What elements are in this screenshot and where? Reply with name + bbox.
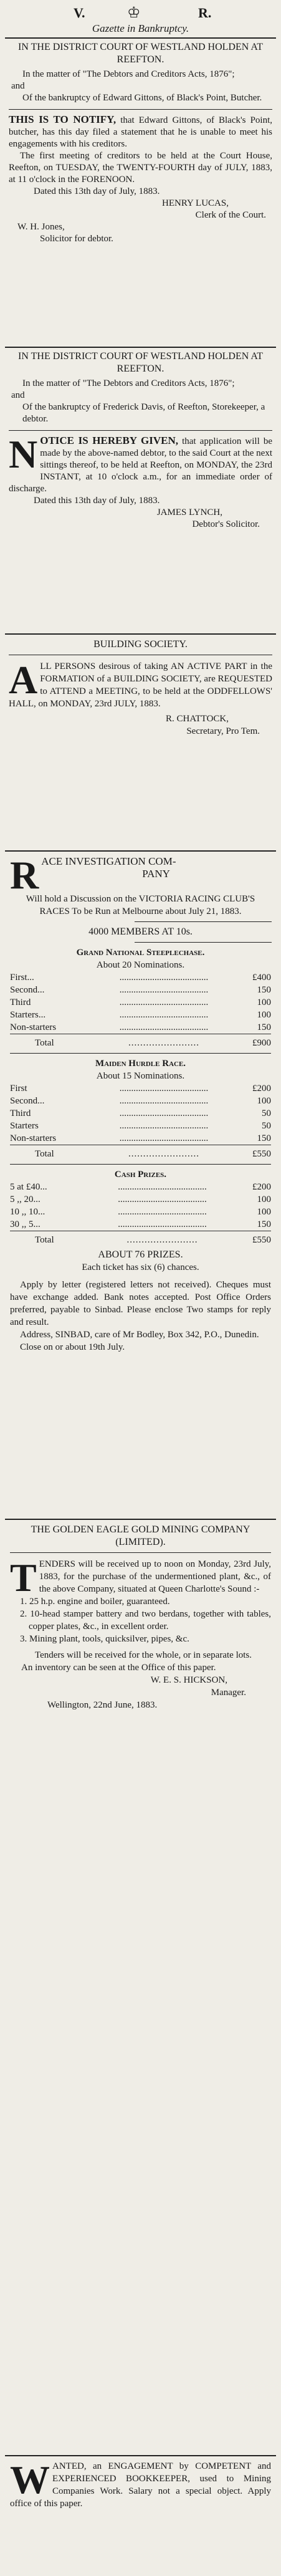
hurdle-row (10, 1120, 271, 1132)
notice-dated: Dated this 13th day of July, 1883. (34, 496, 160, 506)
notice-body-text: that application will be made by the above-named debtor, to the said Court at the next sittings thereof, to be held at Reefton, on MONDAY, the 23rd INSTANT, at 10 o'clock a.m., for an immediate order of discharge. (9, 436, 272, 494)
gazette-header (0, 4, 281, 35)
bankrupt-line: Of the bankruptcy of Frederick Davis, of Reefton, Storekeeper, a debtor. (22, 402, 265, 424)
row-label: Non-starters (10, 1022, 57, 1032)
steeple-table (10, 971, 271, 1049)
drop-cap: W (10, 2458, 50, 2502)
notice-meeting: The first meeting of creditors to be held at the Court House, Reefton, on TUESDAY, the TWENTY-FOURTH day of JULY, 1883, at 11 o'clock in the FORENOON. (9, 151, 272, 185)
divider (10, 1053, 271, 1054)
matter-and: and (11, 81, 25, 91)
row-dots: ...................................... (119, 1084, 209, 1093)
cash-total-row (10, 1234, 271, 1246)
divider (5, 633, 276, 635)
hurdle-title: Maiden Hurdle Race. (95, 1059, 186, 1069)
cash-title: Cash Prizes. (114, 1170, 167, 1180)
court-heading: IN THE DISTRICT COURT OF WESTLAND HOLDEN AT REEFTON. (18, 42, 263, 65)
row-label: Second... (10, 1096, 45, 1106)
divider (5, 850, 276, 852)
steeple-row (10, 996, 271, 1009)
wanted-body (10, 2460, 271, 2510)
race-investigation-ad (0, 855, 281, 1353)
notice-signer-title: Debtor's Solicitor. (192, 519, 260, 529)
bankruptcy-notice-gittons (0, 41, 281, 245)
plant-item: 3. Mining plant, tools, quicksilver, pipes, &c. (20, 1634, 189, 1644)
tender-body (10, 1555, 272, 1600)
bankruptcy-notice-davis (0, 350, 281, 531)
steeple-row (10, 984, 271, 996)
cash-row (10, 1206, 271, 1218)
header-left-letter: V. (74, 5, 85, 21)
divider (135, 942, 272, 943)
steeple-sub: About 20 Nominations. (96, 960, 185, 970)
divider (9, 430, 272, 431)
row-dots: ...................................... (119, 1121, 209, 1131)
notice-body-lead: OTICE IS HEREBY GIVEN, (40, 435, 178, 446)
hurdle-row (10, 1107, 271, 1120)
row-dots: ...................................... (118, 1207, 207, 1217)
notice-dated: Dated this 13th day of July, 1883. (34, 186, 160, 196)
row-dots: ...................................... (118, 1194, 207, 1204)
ad-body-text: AN ACTIVE PART in the FORMATION of a BUILDING SOCIETY, are REQUESTED to ATTEND a MEETING, to be held at the ODDFELLOWS' HALL, on MONDAY, 23rd JULY, 1883. (9, 661, 272, 709)
ad-body (9, 660, 272, 710)
page-title: Gazette in Bankruptcy. (92, 22, 189, 34)
row-label: 5 at £40... (10, 1182, 47, 1192)
notice-body (9, 432, 272, 495)
total-amount: £900 (252, 1038, 271, 1048)
drop-cap: N (9, 432, 38, 476)
manager-name: W. E. S. HICKSON, (150, 1675, 227, 1685)
hurdle-total-row (10, 1148, 271, 1160)
company-title: THE GOLDEN EAGLE GOLD MINING COMPANY (LIMITED). (31, 1524, 250, 1547)
total-dots: ........................ (128, 1038, 199, 1048)
prizes-line: ABOUT 76 PRIZES. (98, 1249, 183, 1260)
row-dots: ...................................... (119, 1022, 209, 1032)
row-dots: ...................................... (119, 973, 209, 983)
court-heading: IN THE DISTRICT COURT OF WESTLAND HOLDEN AT REEFTON. (18, 351, 263, 374)
cash-row (10, 1193, 271, 1206)
building-society-ad (0, 638, 281, 738)
row-amount: 100 (257, 1096, 271, 1106)
ad-body-lead: LL PERSONS desirous of taking (40, 661, 168, 671)
row-dots: ...................................... (119, 1010, 209, 1020)
total-label: Total (35, 1038, 54, 1048)
row-amount: 150 (257, 1133, 271, 1143)
drop-cap: T (10, 1555, 37, 1600)
divider (5, 1519, 276, 1520)
row-amount: 100 (257, 997, 271, 1007)
divider (9, 109, 272, 110)
plant-item: 1. 25 h.p. engine and boiler, guaranteed. (20, 1597, 170, 1607)
plant-item: 2. 10-head stamper battery and two berdans, together with tables, copper plates, &c., in excellent order. (20, 1609, 271, 1632)
row-dots: ...................................... (119, 1133, 209, 1143)
header-right-letter: R. (198, 5, 212, 21)
hurdle-sub: About 15 Nominations. (96, 1071, 185, 1081)
drop-cap: A (9, 658, 38, 702)
ad-signer: R. CHATTOCK, (166, 714, 229, 724)
tenders-note: Tenders will be received for the whole, or in separate lots. (35, 1650, 252, 1660)
cash-table (10, 1181, 271, 1246)
ad-title: BUILDING SOCIETY. (93, 639, 188, 650)
total-label: Total (35, 1149, 54, 1159)
total-amount: £550 (252, 1149, 271, 1159)
divider (5, 2455, 276, 2456)
total-amount: £550 (252, 1235, 271, 1245)
ad-signer-title: Secretary, Pro Tem. (186, 726, 260, 736)
row-amount: 150 (257, 1022, 271, 1032)
matter-and: and (11, 390, 25, 400)
hurdle-table (10, 1082, 271, 1160)
row-label: Second... (10, 985, 45, 995)
notice-signer: HENRY LUCAS, (162, 198, 229, 208)
matter-line: In the matter of "The Debtors and Creditors Acts, 1876"; (22, 378, 235, 388)
row-dots: ...................................... (119, 1096, 209, 1106)
row-amount: 100 (257, 1010, 271, 1020)
row-amount: 50 (262, 1121, 271, 1131)
divider (5, 347, 276, 348)
royal-crest-icon: ♔ (127, 4, 141, 21)
steeple-row (10, 1009, 271, 1021)
row-amount: £400 (252, 973, 271, 983)
notice-body-lead: THIS IS TO NOTIFY, (9, 113, 117, 125)
divider (5, 37, 276, 39)
plant-list (10, 1595, 271, 1645)
apply-text: Apply by letter (registered letters not received). Cheques must have exchange added. Bank notes accepted. Post Office Orders preferred, payable to Sinbad. Please enclose Two stamps for reply and result. (10, 1280, 271, 1327)
chances-line: Each ticket has six (6) chances. (82, 1262, 199, 1272)
address-text: Address, SINBAD, care of Mr Bodley, Box 342, P.O., Dunedin. (20, 1330, 259, 1340)
race-intro: Will hold a Discussion on the VICTORIA RACING CLUB'S RACES To be Run at Melbourne about July 21, 1883. (26, 894, 255, 916)
divider (10, 1552, 271, 1553)
row-dots: ...................................... (118, 1182, 207, 1192)
wanted-ad (0, 2460, 281, 2510)
notice-body-text: that Edward Gittons, of Black's Point, butcher, has this day filed a statement that he is unable to meet his engagements with his creditors. (9, 115, 273, 149)
tender-dated: Wellington, 22nd June, 1883. (47, 1700, 158, 1710)
manager-title: Manager. (211, 1688, 246, 1698)
notice-signer-title: Clerk of the Court. (195, 210, 266, 220)
golden-eagle-tender-ad (0, 1524, 281, 1711)
row-amount: 150 (257, 1219, 271, 1229)
members-line: 4000 MEMBERS AT 10s. (88, 926, 193, 937)
row-amount: £200 (252, 1084, 271, 1093)
row-dots: ...................................... (119, 1108, 209, 1118)
row-amount: £200 (252, 1182, 271, 1192)
drop-cap: R (10, 853, 39, 897)
row-amount: 50 (262, 1108, 271, 1118)
row-label: Starters (10, 1121, 39, 1131)
steeple-total-row (10, 1037, 271, 1049)
row-label: 5 ,, 20... (10, 1194, 40, 1204)
row-label: Non-starters (10, 1133, 57, 1143)
row-label: 10 ,, 10... (10, 1207, 45, 1217)
solicitor-title: Solicitor for debtor. (40, 234, 113, 244)
row-label: Third (10, 997, 31, 1007)
steeple-row (10, 1021, 271, 1034)
hurdle-row (10, 1082, 271, 1095)
row-dots: ...................................... (119, 997, 209, 1007)
total-dots: ........................ (128, 1149, 199, 1159)
total-dots: ........................ (126, 1235, 198, 1245)
inventory-note: An inventory can be seen at the Office of this paper. (21, 1663, 216, 1673)
close-text: Close on or about 19th July. (20, 1342, 125, 1352)
cash-row (10, 1181, 271, 1193)
race-title-line1: ACE INVESTIGATION COM- (41, 855, 176, 867)
notice-signer: JAMES LYNCH, (156, 507, 222, 517)
tender-body-lead: ENDERS will be received up to (39, 1559, 161, 1569)
total-label: Total (35, 1235, 54, 1245)
row-label: First (10, 1084, 27, 1093)
notice-body (9, 113, 272, 150)
wanted-body-lead: ANTED, an ENGAGEMENT by (52, 2461, 189, 2471)
divider (10, 1164, 271, 1165)
row-dots: ...................................... (118, 1219, 207, 1229)
cash-row (10, 1218, 271, 1231)
row-label: 30 ,, 5... (10, 1219, 40, 1229)
divider (135, 921, 272, 922)
row-label: Third (10, 1108, 31, 1118)
wanted-body-text: COMPETENT and EXPERIENCED BOOKKEEPER, used to Mining Companies Work. Salary not a special object. Apply office of this paper. (10, 2461, 272, 2509)
steeple-row (10, 971, 271, 984)
tender-body-text: noon on Monday, 23rd July, 1883, for the purchase of the undermentioned plant, &c., of the above Company, situated at Queen Charlotte's Sound :- (39, 1559, 272, 1594)
steeple-title: Grand National Steeplechase. (76, 948, 205, 958)
row-amount: 100 (257, 1207, 271, 1217)
solicitor-name: W. H. Jones, (17, 222, 65, 232)
hurdle-row (10, 1132, 271, 1145)
row-label: First... (10, 973, 34, 983)
race-heading (10, 853, 271, 897)
hurdle-row (10, 1095, 271, 1107)
race-title-line2: PANY (142, 868, 170, 880)
matter-line: In the matter of "The Debtors and Creditors Acts, 1876"; (22, 69, 235, 79)
row-dots: ...................................... (119, 985, 209, 995)
row-amount: 100 (257, 1194, 271, 1204)
bankrupt-line: Of the bankruptcy of Edward Gittons, of Black's Point, Butcher. (22, 93, 262, 103)
row-amount: 150 (257, 985, 271, 995)
row-label: Starters... (10, 1010, 46, 1020)
